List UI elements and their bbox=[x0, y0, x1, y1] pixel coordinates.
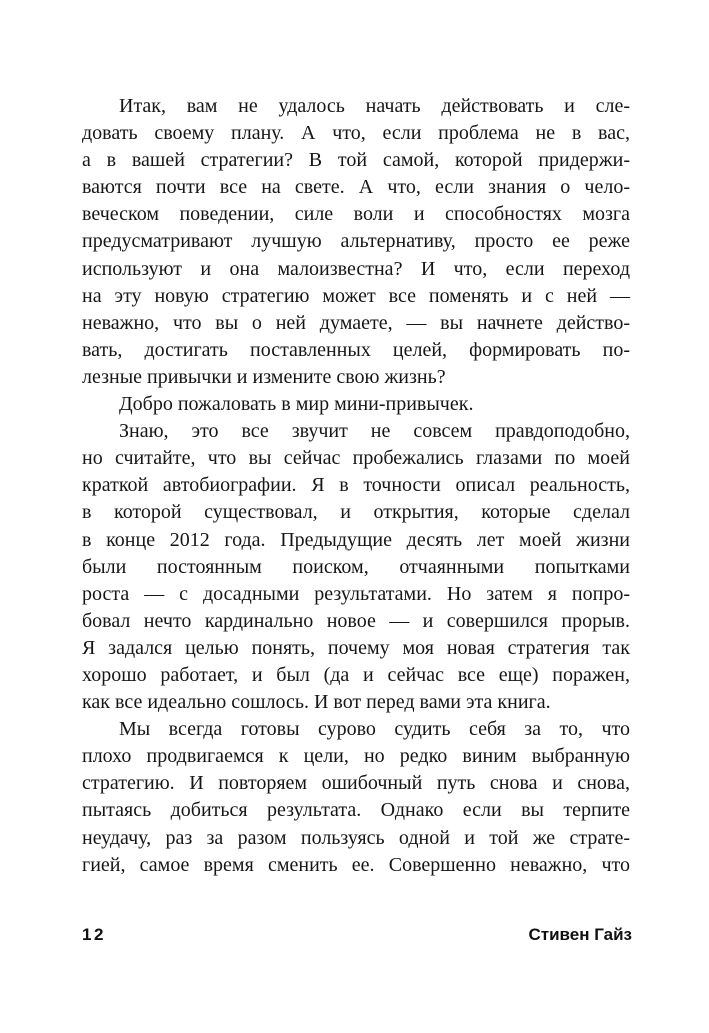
text-line: как все идеально сошлось. И вот перед вами эта книга. bbox=[82, 691, 551, 714]
text-line: стратегию. И повторяем ошибочный путь снова и снова, bbox=[82, 772, 630, 795]
text-line: в которой существовал, и открытия, которые сделал bbox=[82, 501, 630, 524]
text-line: Итак, вам не удалось начать действовать и сле- bbox=[119, 95, 630, 117]
text-line: в конце 2012 года. Предыдущие десять лет моей жизни bbox=[82, 528, 630, 551]
text-line: а в вашей стратегии? В той самой, которой придержи- bbox=[82, 149, 630, 172]
page-footer bbox=[82, 924, 632, 946]
paragraph bbox=[82, 716, 630, 879]
text-line: неудачу, раз за разом пользуясь одной и той же страте- bbox=[82, 826, 630, 849]
text-line: ваются почти все на свете. А что, если знания о чело- bbox=[82, 176, 630, 199]
text-line: плохо продвигаемся к цели, но редко виним выбранную bbox=[82, 745, 630, 768]
footer-author: Стивен Гайз bbox=[528, 925, 632, 944]
text-line: но считайте, что вы сейчас пробежались глазами по моей bbox=[82, 447, 630, 470]
text-line: Мы всегда готовы сурово судить себя за то, что bbox=[119, 718, 630, 741]
text-line: Я задался целью понять, почему моя новая стратегия так bbox=[82, 636, 630, 659]
text-line: хорошо работает, и был (да и сейчас все еще) поражен, bbox=[82, 663, 630, 686]
paragraph bbox=[82, 418, 630, 716]
paragraph bbox=[82, 391, 630, 418]
page-number: 12 bbox=[82, 925, 106, 944]
text-line: роста — с досадными результатами. Но затем я попро- bbox=[82, 582, 630, 605]
text-line: предусматривают лучшую альтернативу, просто ее реже bbox=[82, 230, 630, 253]
text-line: вать, достигать поставленных целей, формировать по- bbox=[82, 338, 630, 361]
text-line: лезные привычки и измените свою жизнь? bbox=[82, 365, 446, 388]
text-line: неважно, что вы о ней думаете, — вы начнете действо- bbox=[82, 311, 630, 334]
text-line: веческом поведении, силе воли и способностях мозга bbox=[82, 203, 630, 226]
text-line: Знаю, это все звучит не совсем правдоподобно, bbox=[119, 420, 630, 443]
text-line: бовал нечто кардинально новое — и совершился прорыв. bbox=[82, 609, 630, 632]
body-text bbox=[82, 93, 630, 879]
text-line: были постоянным поиском, отчаянными попытками bbox=[82, 555, 630, 578]
text-line: довать своему плану. А что, если проблема не в вас, bbox=[82, 122, 630, 145]
text-line: используют и она малоизвестна? И что, если переход bbox=[82, 257, 630, 280]
text-line: краткой автобиографии. Я в точности описал реальность, bbox=[82, 474, 630, 497]
paragraph bbox=[82, 93, 630, 391]
text-line: на эту новую стратегию может все поменять и с ней — bbox=[82, 284, 630, 307]
text-line: пытаясь добиться результата. Однако если вы терпите bbox=[82, 799, 630, 822]
text-line: гией, самое время сменить ее. Совершенно неважно, что bbox=[82, 853, 630, 876]
text-line: Добро пожаловать в мир мини-привычек. bbox=[119, 393, 474, 416]
